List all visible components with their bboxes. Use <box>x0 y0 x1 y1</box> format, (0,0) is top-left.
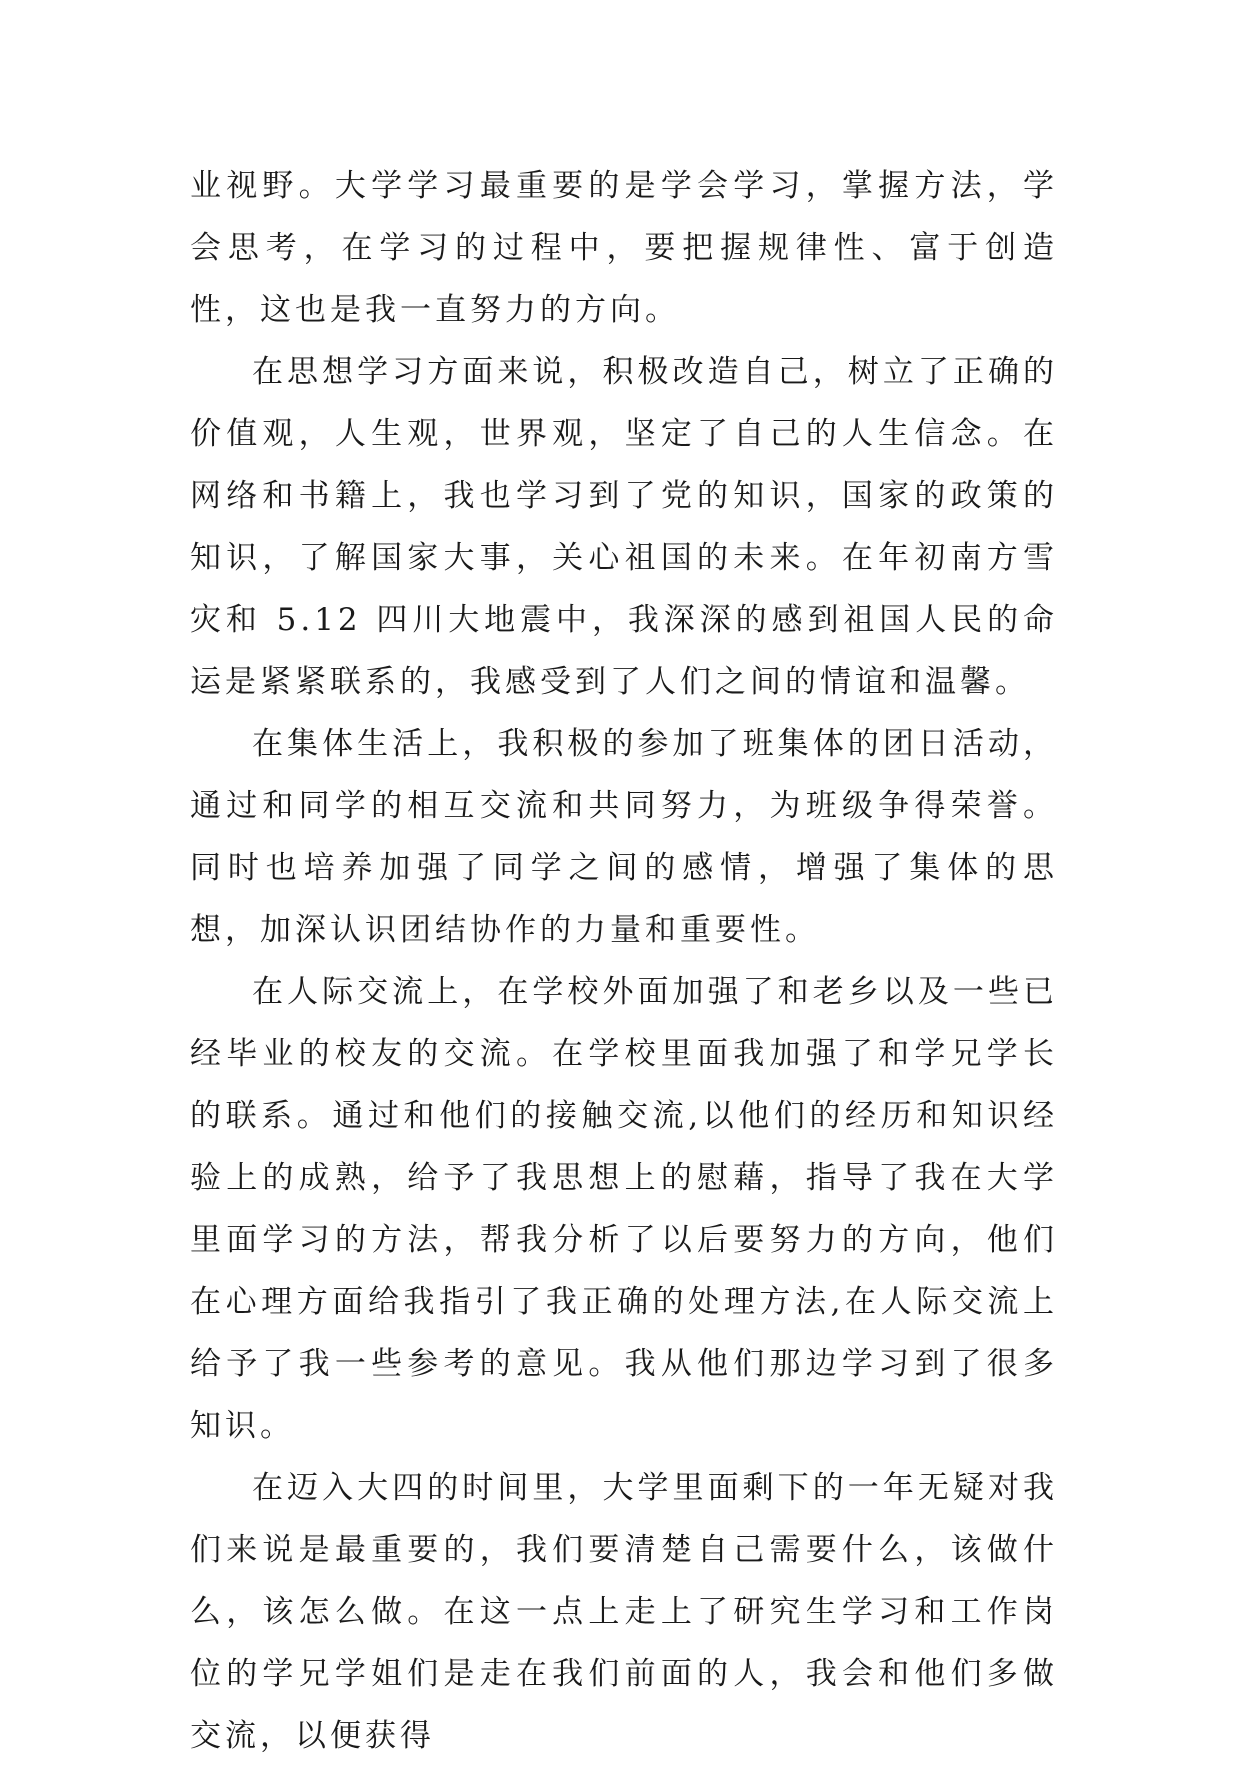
paragraph-interpersonal: 在人际交流上，在学校外面加强了和老乡以及一些已经毕业的校友的交流。在学校里面我加强了和学兄学长的联系。通过和他们的接触交流,以他们的经历和知识经验上的成熟，给予了我思想上的慰藉，指导了我在大学里面学习的方法，帮我分析了以后要努力的方向，他们在心理方面给我指引了我正确的处理方法,在人际交流上给予了我一些参考的意见。我从他们那边学习到了很多知识。 <box>190 974 1058 1444</box>
paragraph-collective-life: 在集体生活上，我积极的参加了班集体的团日活动，通过和同学的相互交流和共同努力，为班级争得荣誉。同时也培养加强了同学之间的感情，增强了集体的思想，加深认识团结协作的力量和重要性。 <box>190 726 1058 948</box>
paragraph-continued: 业视野。大学学习最重要的是学会学习，掌握方法，学会思考，在学习的过程中，要把握规律性、富于创造性，这也是我一直努力的方向。 <box>190 168 1058 328</box>
paragraph-ideology: 在思想学习方面来说，积极改造自己，树立了正确的价值观，人生观，世界观，坚定了自己的人生信念。在网络和书籍上，我也学习到了党的知识，国家的政策的知识，了解国家大事，关心祖国的未来。在年初南方雪灾和 5.12 四川大地震中，我深深的感到祖国人民的命运是紧紧联系的，我感受到了人们之间的情谊和温馨。 <box>190 354 1058 700</box>
body-text <box>190 155 1058 1767</box>
paragraph-senior-year: 在迈入大四的时间里，大学里面剩下的一年无疑对我们来说是最重要的，我们要清楚自己需要什么，该做什么，该怎么做。在这一点上走上了研究生学习和工作岗位的学兄学姐们是走在我们前面的人，我会和他们多做交流，以便获得 <box>190 1470 1058 1754</box>
